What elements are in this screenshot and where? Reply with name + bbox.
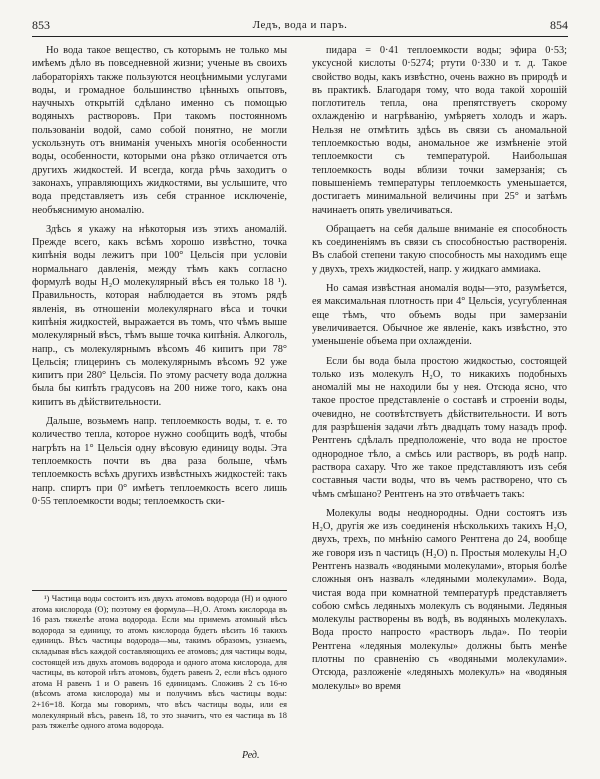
page-number-left: 853	[32, 18, 50, 32]
running-header	[32, 14, 568, 37]
paragraph: Обращаетъ на себя дальше вниманіе ея способность къ соединеніямъ въ связи съ способностью растворенія. Въ слабой степени такую способность мы находимъ еще у двухъ, трехъ жидкостей, напр. у жидкаго аммиака.	[312, 223, 567, 275]
right-column	[312, 44, 567, 693]
running-title: Ледъ, вода и паръ.	[252, 19, 348, 31]
left-column	[32, 44, 287, 508]
paragraph: пидара = 0·41 теплоемкости воды; эфира 0·53; уксусной кислоты 0·5274; ртути 0·330 и т. д. Такое свойство воды, какъ извѣстно, очень важно въ природѣ и въ практикѣ. Благодаря тому, что вода такой хорошій поглотитель тепла, она препятствуетъ скорому охлажденію и нагрѣванію, умѣряетъ холодъ и жаръ. Нельзя не отмѣтить здѣсь въ связи съ аномальной теплоемкостью воды, аномальное же измѣненіе этой теплоемкости съ температурой. Наибольшая теплоемкость воды вблизи точки замерзанія; съ повышеніемъ температуры теплоемкость уменьшается, достигаетъ минимальной величины при 25° и затѣмъ начинаетъ опять увеличиваться.	[312, 45, 567, 216]
editor-mark: Ред.	[242, 750, 260, 761]
footnote	[32, 590, 287, 732]
paragraph: Но самая извѣстная аномалія воды—это, разумѣется, ея максимальная плотность при 4° Цельсія, усугубленная еще тѣмъ, что объемъ воды при замерзаніи увеличивается. Обычное же явленіе, какъ извѣстно, это уменьшеніе объема при охлажденіи.	[312, 283, 567, 348]
paragraph: Дальше, возьмемъ напр. теплоемкость воды, т. е. то количество тепла, которое нужно сообщить водѣ, чтобы нагрѣть на 1° Цельсія одну вѣсовую единицу воды. Эта теплоемкость почти въ два раза больше, чѣмъ теплоемкость всѣхъ другихъ извѣстныхъ жидкостей: такъ напр. спиртъ при 0° имѣетъ теплоемкость всего лишь 0·55 теплоемкости воды; теплоемкость ски-	[32, 416, 287, 507]
paragraph: Молекулы воды неоднородны. Одни состоятъ изъ H₂O, другія же изъ соединенія нѣсколькихъ такихъ H₂O, двухъ, трехъ, по мнѣнію самого Рентгена до 24, вообще же говоря изъ n частицъ (H₂O) n. Простыя молекулы H₂O Рентгенъ назвалъ «водяными молекулами», вторыя болѣе сложныя онъ назвалъ «ледяными молекулами». Вода, чистая вода при комнатной температурѣ представляетъ собою смѣсь ледяныхъ молекулъ съ водяными. Ледяныя молекулы растворены въ водѣ, въ водяныхъ молекулахъ. Вода просто напросто «растворъ льда». По теоріи Рентгена «ледяныя молекулы» должны быть менѣе плотны по сравненію съ «водяными молекулами». Отсюда, разложеніе «ледяныхъ молекулъ» на «водяныя молекулы» во время	[312, 507, 567, 692]
paragraph: Здѣсь я укажу на нѣкоторыя изъ этихъ аномалій. Прежде всего, какъ всѣмъ хорошо извѣстно, точка кипѣнія воды лежитъ при 100° Цельсія при условіи нормальнаго давленія, между тѣмъ какъ согласно формулѣ воды H₂O молекулярный вѣсъ ея только 18 ¹). Правильность, которая наблюдается въ этомъ рядѣ явленія, въ отношеніи молекулярнаго вѣса и точки кипѣнія жидкостей, выражается въ томъ, что чѣмъ выше молекулярный вѣсъ, тѣмъ выше точка кипѣнія. Алкоголь, напр., съ молекулярнымъ вѣсомъ 46 кипитъ при 78° Цельсія; глицеринъ съ молекулярнымъ вѣсомъ 92 уже кипитъ при 280° Цельсія. По этому расчету вода должна была бы кипѣть градусовъ на 200 ниже того, какъ она кипитъ въ дѣйствительности.	[32, 223, 287, 408]
paragraph: Если бы вода была простою жидкостью, состоящей только изъ молекулъ H₂O, то никакихъ подобныхъ аномалій мы не находили бы у нея. Отсюда ясно, что такое простое представленіе о составѣ и строеніи воды, очевидно, не соотвѣтствуетъ дѣйствительности. И вотъ для разрѣшенія задачи лѣтъ двадцать тому назадъ проф. Рентгенъ сдѣлалъ предположеніе, что вода не простое однородное тѣло, а смѣсь или растворъ, въ родѣ напр. раствора сахару. Что же такое представляютъ изъ себя составныя части воды, что въ чемъ растворено, что съ чѣмъ смѣшано? Рентгенъ на это отвѣчаетъ такъ:	[312, 355, 567, 500]
footnote-text: ¹) Частица воды состоитъ изъ двухъ атомовъ водорода (H) и одного атома кислорода (O); поэтому ея формула—H₂O. Атомъ кислорода въ 16 разъ тяжелѣе атома водорода. Если мы примемъ атомный вѣсъ водорода за единицу, то атомъ кислорода будетъ вѣсить 16 такихъ единицъ. Вѣсъ частицы водорода—мы, такимъ образомъ, узнаемъ, складывая вѣсъ каждой составляющихъ ее атомовъ; для частицы воды, состоящей изъ двухъ атомовъ водорода и одного атома кислорода, для частицы, въ которой нѣтъ атомовъ, будетъ равенъ 2, если вѣсъ одного атома H равенъ 1 и O равенъ 16 единицамъ. Сложивъ 2 съ 16-ю (вѣсомъ атома кислорода) мы и получимъ вѣсъ частицы воды: 2+16=18. Когда мы говоримъ, что вѣсъ частицы воды, или ея молекулярный вѣсъ, равенъ 18, то это значитъ, что ея частица въ 18 разъ тяжелѣе одного атома водорода.	[32, 594, 287, 731]
page-number-right: 854	[550, 18, 568, 32]
paragraph: Но вода такое вещество, съ которымъ не только мы имѣемъ дѣло въ повседневной жизни; ученые въ своихъ лабораторіяхъ также пользуются неоцѣнимыми услугами воды, и громадное большинство цѣнныхъ опытовъ, научныхъ открытій сдѣлано именно съ помощью водяныхъ растворовъ. При такомъ постоянномъ пользованіи водой, само собой понятно, не могли ускользнуть отъ вниманія ученыхъ многія особенности воды, особенности, которыми она рѣзко отличается отъ другихъ жидкостей. И всегда, когда рѣчь заходитъ о законахъ, управляющихъ жидкостями, вы услышите, что вода представляетъ изъ себя странное исключеніе, необъяснимую аномалію.	[32, 45, 287, 216]
